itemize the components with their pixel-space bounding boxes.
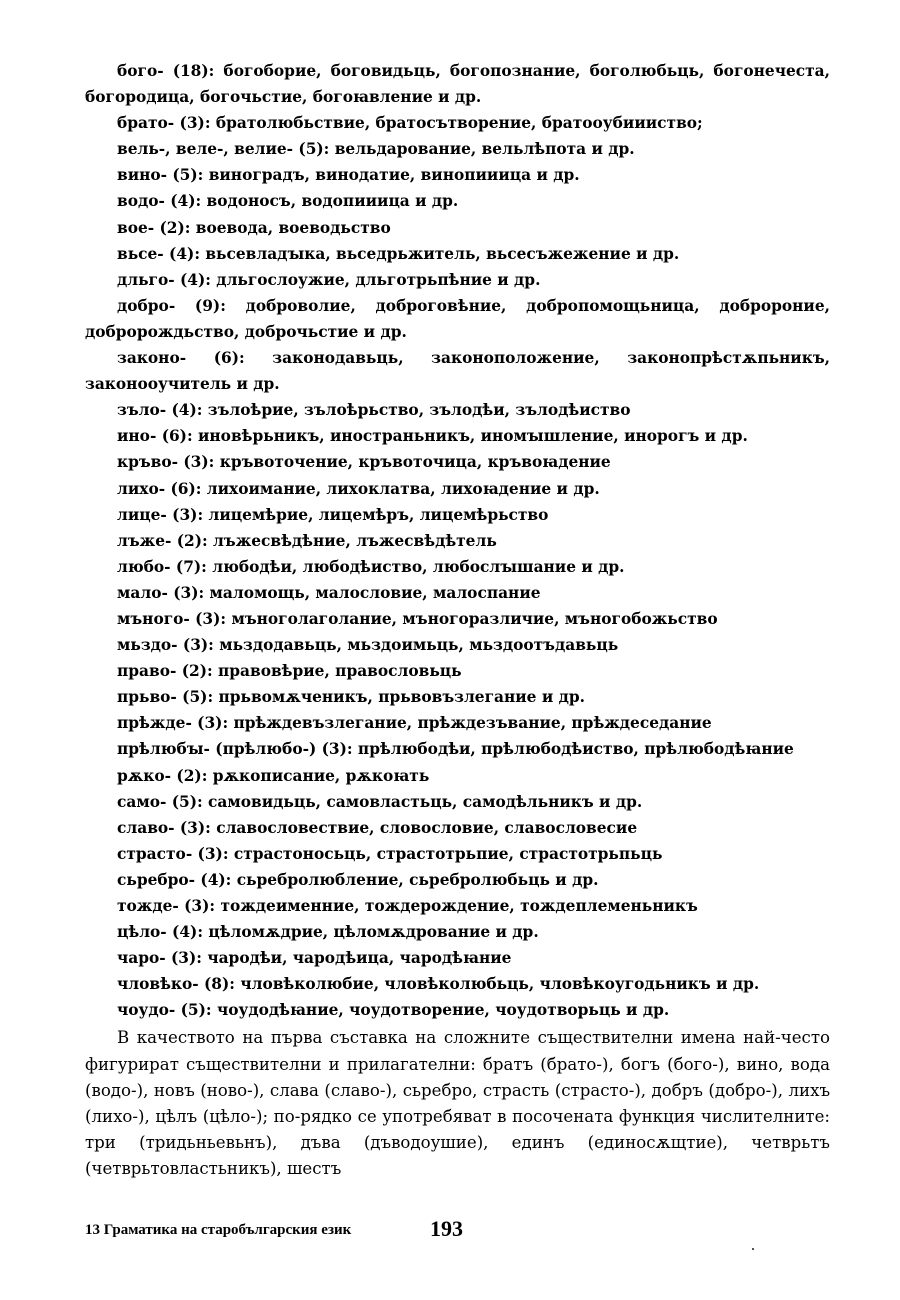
page-footer [85, 1216, 830, 1246]
body-paragraph: В качеството на първа съставка на сложните съществителни имена най-често фигурират съществителни и прилагателни: братъ (брато-), богъ (бого-), вино, вода (водо-), новъ (ново-), слава (славо-), сьребро, страсть (страсто-), добръ (добро-), лихъ (лихо-), цѣлъ (цѣло-); по-рядко се употребяват в посочената функция числителните: три (тридьньевьнъ), дъва (дъводоушие), единъ (единосѫщтие), четврьтъ (четврьтовластьникъ), шестъ [85, 1028, 830, 1178]
entry-line: кръво- (3): кръвоточение, кръвоточица, кръвоꙗдение [117, 453, 611, 472]
entry-list [85, 110, 830, 1023]
entry-line: прѣлюбꙑ- (прѣлюбо-) (3): прѣлюбодѣи, прѣлюбодѣиство, прѣлюбодѣꙗние [117, 740, 794, 759]
entry-line: тожде- (3): тождеименние, тождерождение, тождеплеменьникъ [117, 897, 698, 915]
entry-line: право- (2): правовѣрие, правословьць [117, 662, 462, 681]
entry-line: страсто- (3): страстоносьць, страстотрьпие, страстотрьпьць [117, 844, 663, 863]
entry-line: ино- (6): иновѣрьникъ, иностраньникъ, иномꙑшление, инорогъ и др. [117, 427, 748, 446]
entry-line: дльго- (4): дльгослоужие, дльготрьпѣние и др. [117, 270, 541, 289]
page-body [85, 58, 830, 1182]
entry-line: вьсе- (4): вьсевладꙑка, вьседрьжитель, вьсесъжежение и др. [117, 244, 680, 263]
entry-line: зъло- (4): зълоѣрие, зълоѣрьство, зълодѣи, зълодѣиство [117, 401, 631, 420]
page-number: 193 [430, 1216, 463, 1241]
entry-line: славо- (3): славословествие, словословие, славословесие [117, 818, 638, 837]
entry-dobro: добро- (9): доброволие, доброговѣние, добропомощьница, добророние, добророждьство, доброчьстие и др. [85, 296, 830, 341]
entry-line: само- (5): самовидьць, самовластьць, самодѣльникъ и др. [117, 792, 643, 811]
entry-line: вино- (5): виноградъ, винодатие, винопииица и др. [117, 166, 580, 185]
entry-line: прьво- (5): прьвомѫченикъ, прьвовъзлегание и др. [117, 688, 585, 707]
print-mark [752, 1248, 754, 1250]
entry-line: любо- (7): любодѣи, любодѣиство, любослꙑшание и др. [117, 557, 625, 576]
entry-line: водо- (4): водоносъ, водопииица и др. [117, 192, 459, 211]
entry-line: цѣло- (4): цѣломѫдрие, цѣломѫдрование и др. [117, 923, 539, 942]
first-entry: бого- (18): богоборие, боговидьць, богопознание, боголюбьць, богонечеста, богородица, богочьстие, богоꙗвление и др. [85, 62, 830, 107]
entry-line: законо- (6): законодавьць, законоположение, законопрѣстѫпьникъ, законооучитель и др. [85, 349, 830, 394]
entry-line: мьздо- (3): мьздодавьць, мьздоимьць, мьздоотъдавьць [117, 636, 619, 655]
entry-line: лихо- (6): лихоимание, лихоклатва, лихоꙗдение и др. [117, 479, 600, 498]
entry-line: лъже- (2): лъжесвѣдѣние, лъжесвѣдѣтель [117, 531, 497, 550]
entry-line: чоудо- (5): чоудодѣꙗние, чоудотворение, чоудотворьць и др. [117, 1001, 670, 1020]
entry-line: прѣжде- (3): прѣждевъзлегание, прѣждезъвание, прѣждеседание [117, 714, 712, 733]
entry-line: рѫко- (2): рѫкописание, рѫкоꙗть [117, 766, 430, 785]
entry-line: чаро- (3): чародѣи, чародѣица, чародѣꙗние [117, 949, 512, 968]
entry-line: сьребро- (4): сьребролюбление, сьребролюбьць и др. [117, 870, 599, 889]
footer-source: 13 Граматика на старобългарския език [85, 1222, 352, 1238]
entry-line: вое- (2): воевода, воеводьство [117, 218, 391, 237]
entry-line: чловѣко- (8): чловѣколюбие, чловѣколюбьць, чловѣкоугодьникъ и др. [117, 975, 760, 994]
entry-line: мъного- (3): мъноголаголание, мъногоразличие, мъногобожьство [117, 609, 718, 628]
entry-line: лице- (3): лицемѣрие, лицемѣръ, лицемѣрьство [117, 505, 549, 524]
entry-line: мало- (3): маломощь, малословие, малоспание [117, 583, 541, 602]
entry-line: вель-, веле-, велие- (5): вельдарование, вельлѣпота и др. [117, 140, 635, 159]
entry-line: брато- (3): братолюбьствие, братосътворение, братооубиииство; [117, 114, 703, 133]
